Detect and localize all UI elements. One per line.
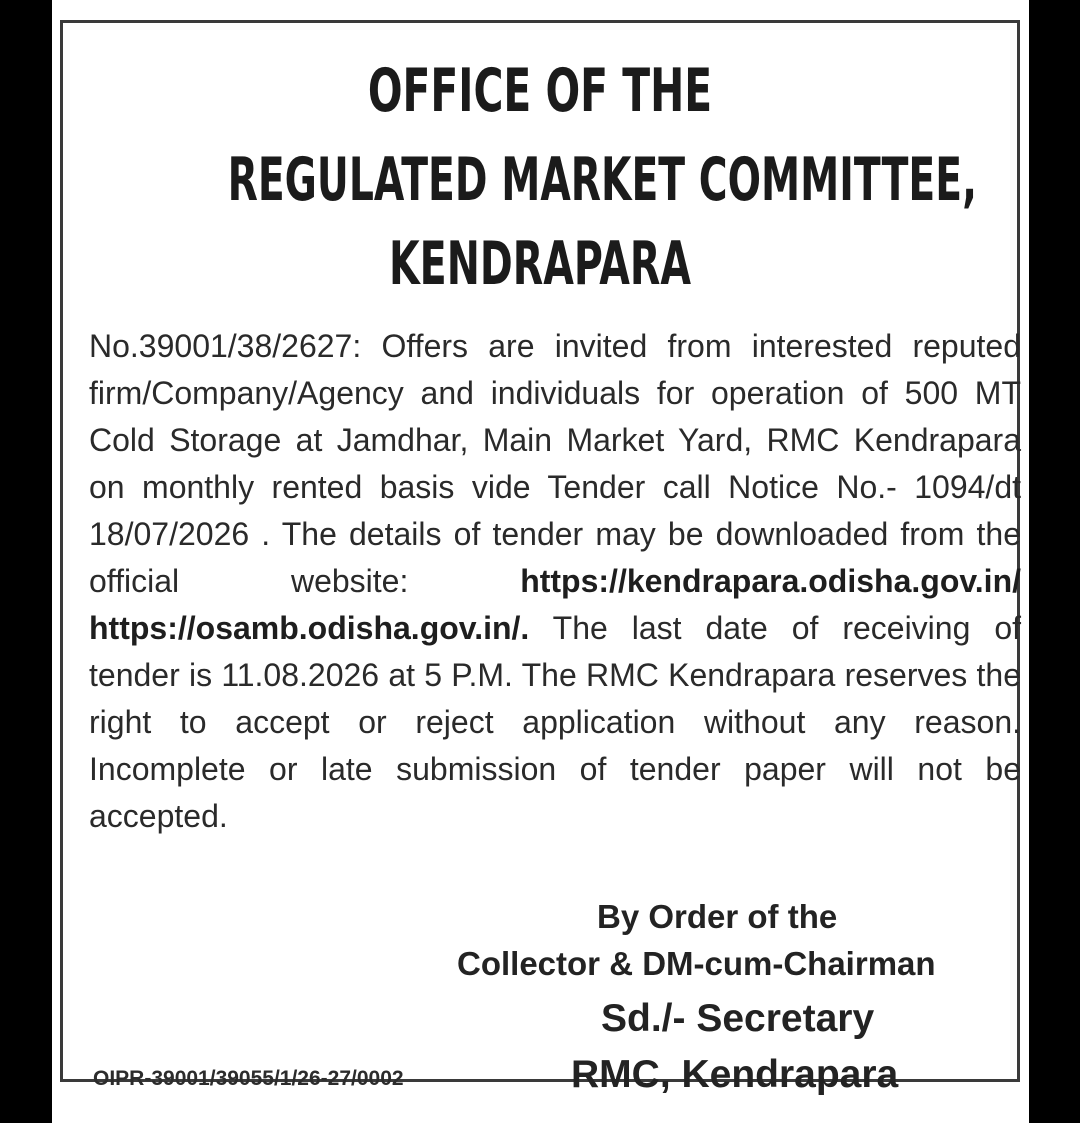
notice-title-line-1: OFFICE OF THE xyxy=(367,56,713,126)
website-link-osamb: https://osamb.odisha.gov.in/. xyxy=(89,610,530,646)
notice-body-text-1: No.39001/38/2627: Offers are invited from interested reputed firm/Company/Agency and individuals for operation of 500 MT Cold Storage at Jamdhar, Main Market Yard, RMC Kendrapara on monthly rented basis vide Tender call Notice No.- 1094/dt 18/07/2026 . The details of tender may be downloaded from the official website: xyxy=(89,328,1021,599)
newspaper-clipping xyxy=(52,0,1029,1123)
notice-body-text-2: The last date of receiving of tender is 11.08.2026 at 5 P.M. The RMC Kendrapara reserves the right to accept or reject application without any reason. Incomplete or late submission of tender paper will not be accepted. xyxy=(89,610,1021,834)
notice-title-line-3: KENDRAPARA xyxy=(388,229,692,299)
order-line-2: Collector & DM-cum-Chairman xyxy=(457,945,936,982)
oipr-reference-number: OIPR-39001/39055/1/26-27/0002 xyxy=(93,1067,404,1090)
order-line-1: By Order of the xyxy=(597,898,838,935)
notice-border xyxy=(60,20,1021,1096)
notice-body xyxy=(89,323,1021,840)
website-link-kendrapara: https://kendrapara.odisha.gov.in/ xyxy=(520,563,1021,599)
signatory-office: RMC, Kendrapara xyxy=(571,1053,899,1096)
notice-title-line-2: REGULATED MARKET COMMITTEE, xyxy=(227,145,978,215)
signatory-title: Sd./- Secretary xyxy=(601,997,875,1040)
